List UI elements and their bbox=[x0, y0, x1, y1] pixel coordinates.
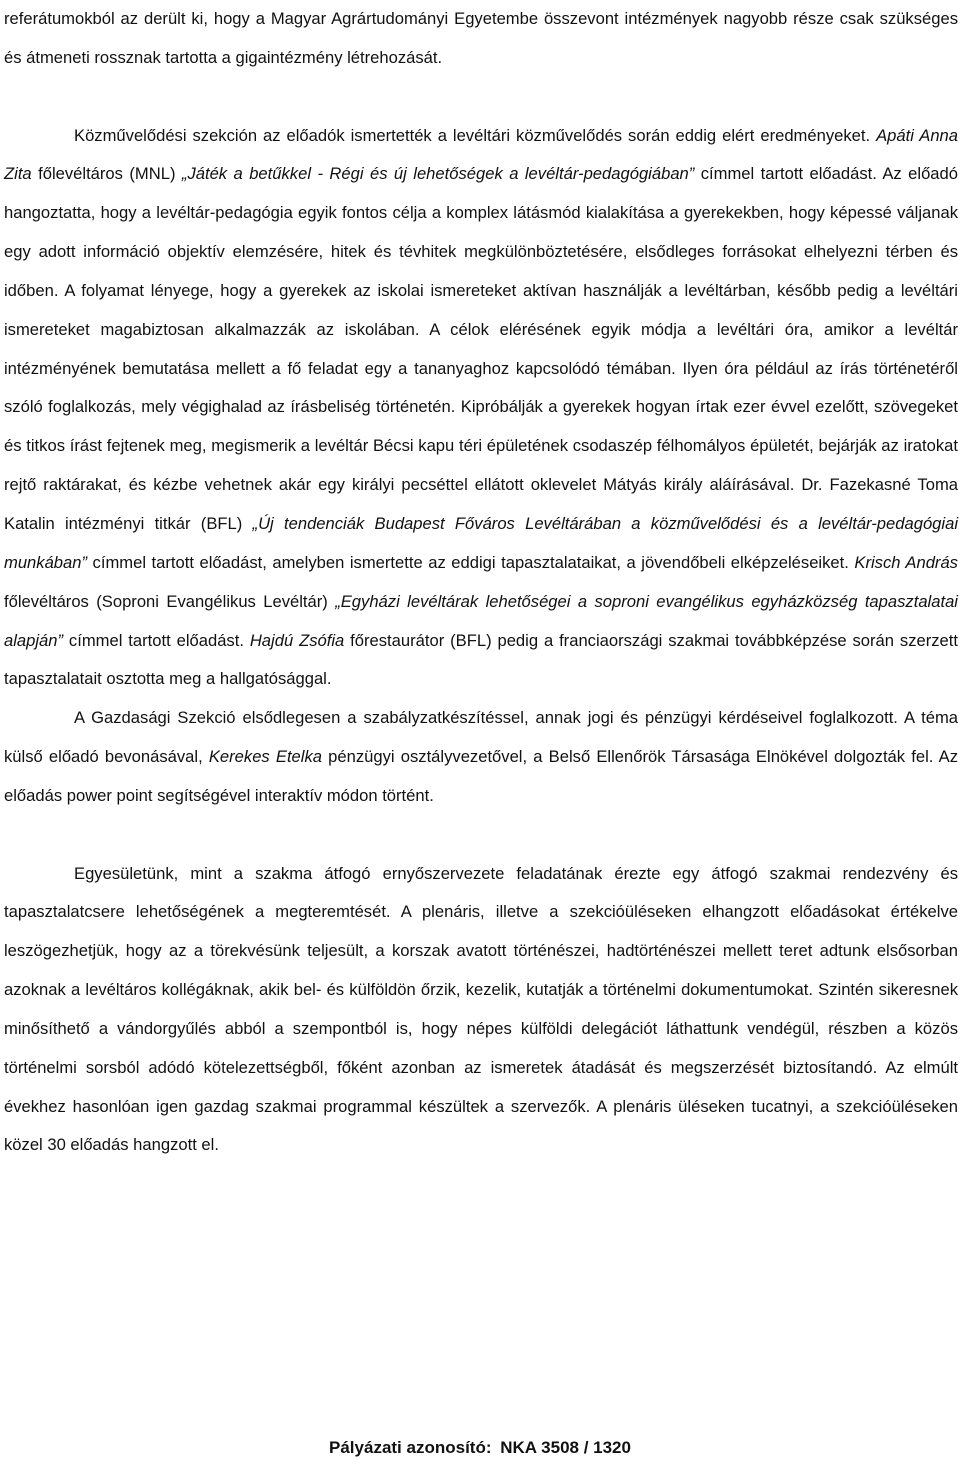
text-run: címmel tartott előadást. bbox=[63, 630, 250, 650]
italic-text-run: Apáti Anna Zita bbox=[4, 125, 959, 184]
text-run: főrestaurátor (BFL) pedig a franciaországi szakmai továbbképzése során szerzett tapasztalatait osztotta meg a hallgatósággal. bbox=[4, 630, 958, 689]
italic-text-run: Krisch András bbox=[854, 552, 958, 572]
text-run: pénzügyi osztályvezetővel, a Belső Ellenőrök Társasága Elnökével dolgozták fel. Az előadás power point segítségével interaktív módon történt. bbox=[4, 747, 958, 805]
page-footer bbox=[0, 1438, 960, 1458]
paragraph-kozmuvelodesi-szekcio bbox=[4, 117, 958, 700]
paragraph-intro-continuation bbox=[4, 0, 958, 78]
footer-value: NKA 3508 / 1320 bbox=[500, 1438, 631, 1457]
text-run: címmel tartott előadást. Az előadó hangoztatta, hogy a levéltár-pedagógia egyik fontos célja a komplex látásmód kialakítása a gyerekekben, hogy képessé váljanak egy adott információ objektív elemzésére, hitek és tévhitek megkülönböztetésére, elsődleges forrásokat elhelyezni térben és időben. A folyamat lényege, hogy a gyerekek az iskolai ismereteket aktívan használják a levéltárban, később pedig a levéltári ismereteket magabiztosan alkalmazzák az iskolában. A célok elérésének egyik módja a levéltári óra, amikor a levéltár intézményének bemutatása mellett a fő feladat egy a tananyaghoz kapcsolódó témában. Ilyen óra például az írás történetéről szóló foglalkozás, mely végighalad az írásbeliség történetén. Kipróbálják a gyerekek hogyan írtak ezer évvel ezelőtt, szövegeket és titkos írást fejtenek meg, megismerik a levéltár Bécsi kapu téri épületének csodaszép félhomályos épületét, bejárják az iratokat rejtő raktárakat, és kézbe vehetnek akár egy királyi pecséttel ellátott oklevelet Mátyás király aláírásával. Dr. Fazekasné Toma Katalin intézményi titkár (BFL) bbox=[4, 164, 958, 533]
text-run: A Gazdasági Szekció elsődlegesen a szabályzatkészítéssel, annak jogi és pénzügyi kérdéseivel foglalkozott. A téma külső előadó bevonásával, bbox=[4, 708, 958, 767]
paragraph-osszegzes bbox=[4, 855, 958, 1166]
italic-text-run: Kerekes Etelka bbox=[208, 747, 322, 767]
text-run: Közművelődési szekción az előadók ismertették a levéltári közművelődés során eddig elért eredményeket. bbox=[74, 125, 877, 145]
text-run: főlevéltáros (Soproni Evangélikus Levéltár) bbox=[4, 591, 336, 611]
italic-text-run: „Új tendenciák Budapest Főváros Levéltárában a közművelődési és a levéltár-pedagógiai munkában” bbox=[4, 513, 959, 572]
italic-text-run: Hajdú Zsófia bbox=[249, 630, 345, 650]
document-body bbox=[4, 0, 958, 1165]
italic-text-run: „Egyházi levéltárak lehetőségei a soproni evangélikus egyházközség tapasztalatai alapján” bbox=[4, 591, 958, 650]
footer-label: Pályázati azonosító: bbox=[329, 1438, 492, 1457]
paragraph-gazdasagi-szekcio bbox=[4, 699, 958, 816]
text-run: referátumokból az derült ki, hogy a Magyar Agrártudományi Egyetembe összevont intézmények nagyobb része csak szükséges és átmeneti rossznak tartotta a gigaintézmény létrehozását. bbox=[4, 9, 958, 67]
text-run: Egyesületünk, mint a szakma átfogó ernyőszervezete feladatának érezte egy átfogó szakmai rendezvény és tapasztalatcsere lehetőségének a megteremtését. A plenáris, illetve a szekcióüléseken elhangzott előadásokat értékelve leszögezhetjük, hogy az a törekvésünk teljesült, a korszak avatott történészei, hadtörténészei mellett teret adtunk elsősorban azoknak a levéltáros kollégáknak, akik bel- és külföldön őrzik, kezelik, kutatják a történelmi dokumentumokat. Szintén sikeresnek minősíthető a vándorgyűlés abból a szempontból is, hogy népes külföldi delegációt láthattunk vendégül, részben a közös történelmi sorsból adódó kötelezettségből, főként azonban az ismeretek átadását és megszerzését biztosítandó. Az elmúlt évekhez hasonlóan igen gazdag szakmai programmal készültek a szervezők. A plenáris üléseken tucatnyi, a szekcióüléseken közel 30 előadás hangzott el. bbox=[4, 863, 958, 1155]
italic-text-run: „Játék a betűkkel - Régi és új lehetőségek a levéltár-pedagógiában” bbox=[181, 164, 695, 184]
text-run: címmel tartott előadást, amelyben ismertette az eddigi tapasztalataikat, a jövendőbeli elképzeléseiket. bbox=[87, 552, 855, 572]
paragraph-spacer bbox=[4, 78, 958, 117]
paragraph-spacer bbox=[4, 816, 958, 855]
text-run: főlevéltáros (MNL) bbox=[31, 164, 182, 184]
